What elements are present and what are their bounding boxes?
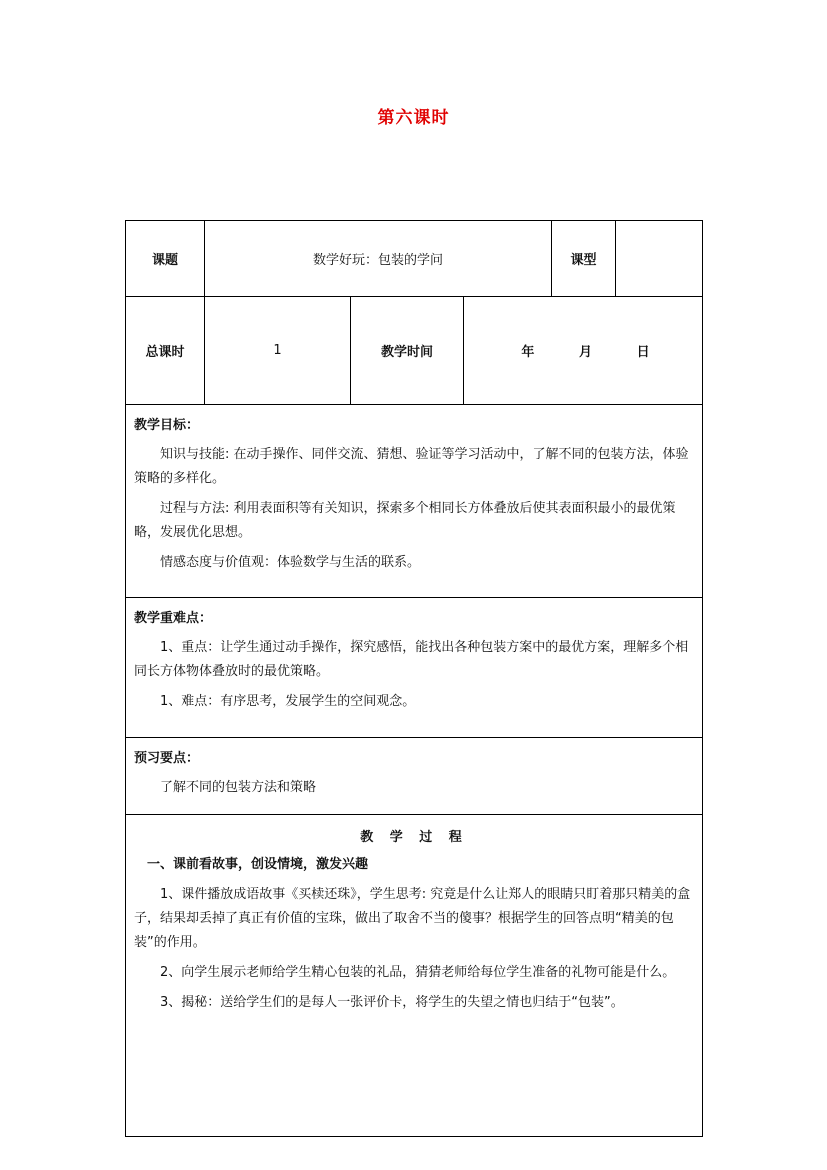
objectives-section <box>126 405 703 598</box>
process-item: 1、课件播放成语故事《买椟还珠》，学生思考: 究竟是什么让郑人的眼睛只盯着那只精美的盒子，结果却丢掉了真正有价值的宝珠，做出了取舍不当的傻事？根据学生的回答点明“精美的包装”的作用。 <box>134 887 691 950</box>
day-label: 日 <box>636 345 650 360</box>
process-section <box>126 815 703 1137</box>
preview-row <box>126 738 703 815</box>
lesson-type-label: 课型 <box>552 221 616 297</box>
total-hours-label: 总课时 <box>126 297 205 405</box>
teaching-time-value <box>464 297 703 405</box>
process-subheading: 一、课前看故事，创设情境，激发兴趣 <box>147 857 369 872</box>
teaching-time-label: 教学时间 <box>351 297 464 405</box>
objective-item: 过程与方法: 利用表面积等有关知识，探索多个相同长方体叠放后使其表面积最小的最优策略，发展优化思想。 <box>134 501 676 540</box>
key-points-row <box>126 598 703 738</box>
objectives-row <box>126 405 703 598</box>
topic-value: 数学好玩：包装的学问 <box>205 221 552 297</box>
hours-row <box>126 297 703 405</box>
lesson-plan-table <box>125 220 703 1137</box>
topic-label: 课题 <box>126 221 205 297</box>
key-point-item: 1、难点：有序思考，发展学生的空间观念。 <box>160 694 416 709</box>
process-heading: 教 学 过 程 <box>360 830 468 845</box>
topic-row <box>126 221 703 297</box>
key-points-section <box>126 598 703 738</box>
key-points-heading: 教学重难点： <box>134 611 213 626</box>
year-label: 年 <box>521 345 535 360</box>
key-point-item: 1、重点：让学生通过动手操作，探究感悟，能找出各种包装方案中的最优方案，理解多个相同长方体物体叠放时的最优策略。 <box>134 640 689 679</box>
preview-section <box>126 738 703 815</box>
objective-item: 情感态度与价值观：体验数学与生活的联系。 <box>160 555 421 570</box>
process-item: 2、向学生展示老师给学生精心包装的礼品，猜猜老师给每位学生准备的礼物可能是什么。 <box>160 965 676 980</box>
objective-item: 知识与技能: 在动手操作、同伴交流、猜想、验证等学习活动中，了解不同的包装方法，体验策略的多样化。 <box>134 447 689 486</box>
process-item: 3、揭秘：送给学生们的是每人一张评价卡，将学生的失望之情也归结于“包装”。 <box>160 995 624 1010</box>
total-hours-value: 1 <box>205 297 351 405</box>
process-row <box>126 815 703 1137</box>
objectives-heading: 教学目标： <box>134 418 200 433</box>
preview-heading: 预习要点： <box>134 751 200 766</box>
page-title: 第六课时 <box>377 108 450 128</box>
preview-text: 了解不同的包装方法和策略 <box>160 780 317 795</box>
lesson-type-value <box>616 221 703 297</box>
month-label: 月 <box>578 345 592 360</box>
